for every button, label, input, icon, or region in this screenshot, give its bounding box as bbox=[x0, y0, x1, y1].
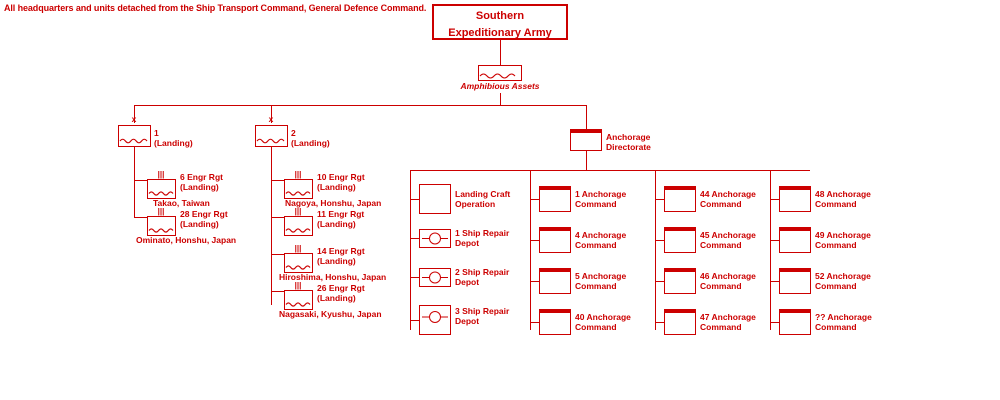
connector-anch1-3 bbox=[530, 281, 539, 282]
anchorage-40-symbol bbox=[539, 309, 571, 335]
anch1-0-line1: 1 Anchorage bbox=[575, 189, 627, 199]
anchorage-1-symbol bbox=[539, 186, 571, 212]
connector-anch3-2 bbox=[770, 240, 779, 241]
division-1-symbol bbox=[118, 125, 151, 147]
div2-unit4-symbol bbox=[284, 290, 313, 310]
connector-anch3-1 bbox=[770, 199, 779, 200]
root-title-line2: Expeditionary Army bbox=[448, 27, 552, 39]
div2-unit4-size-symbol: ||| bbox=[294, 281, 302, 290]
div1-unit1-type: (Landing) bbox=[180, 182, 219, 192]
division-1-size-symbol: x bbox=[131, 114, 137, 124]
division-2-symbol bbox=[255, 125, 288, 147]
bus-top-level bbox=[134, 105, 586, 106]
anch3-3-line1: ?? Anchorage bbox=[815, 312, 872, 322]
connector-anch1-1 bbox=[530, 199, 539, 200]
anch2-2-line2: Command bbox=[700, 281, 742, 291]
div2-unit1-type: (Landing) bbox=[317, 182, 356, 192]
div2-unit4-location: Nagasaki, Kyushu, Japan bbox=[279, 309, 382, 319]
div2-unit2-size-symbol: ||| bbox=[294, 207, 302, 216]
anchorage-unknown-symbol bbox=[779, 309, 811, 335]
division-2-type: (Landing) bbox=[291, 138, 330, 148]
bus-anchorage-columns bbox=[410, 170, 810, 171]
ops-0-line1: Landing Craft bbox=[455, 189, 511, 199]
anch1-3-line2: Command bbox=[575, 322, 617, 332]
div2-unit3-size-symbol: ||| bbox=[294, 244, 302, 253]
anch2-1-line1: 45 Anchorage bbox=[700, 230, 756, 240]
anch3-2-line1: 52 Anchorage bbox=[815, 271, 871, 281]
anch1-3-line1: 40 Anchorage bbox=[575, 312, 631, 322]
anch2-0-line2: Command bbox=[700, 199, 742, 209]
connector-division-2-stem bbox=[271, 147, 272, 305]
column-rail-operations bbox=[410, 170, 411, 330]
amphibious-assets-symbol bbox=[478, 65, 522, 81]
ops-1-line2: Depot bbox=[455, 238, 480, 248]
anchorage-46-symbol bbox=[664, 268, 696, 294]
anchorage-directorate-line2: Directorate bbox=[606, 142, 651, 152]
anch2-3-line1: 47 Anchorage bbox=[700, 312, 756, 322]
div1-unit2-location: Ominato, Honshu, Japan bbox=[136, 235, 237, 245]
connector-to-anchorage-directorate bbox=[586, 105, 587, 129]
anchorage-directorate-symbol bbox=[570, 129, 602, 151]
division-1-designation: 1 bbox=[154, 128, 159, 138]
anch2-2-line1: 46 Anchorage bbox=[700, 271, 756, 281]
anch1-1-line1: 4 Anchorage bbox=[575, 230, 627, 240]
anch3-2-line2: Command bbox=[815, 281, 857, 291]
division-1-type: (Landing) bbox=[154, 138, 193, 148]
anchorage-directorate-line1: Anchorage bbox=[606, 132, 651, 142]
anch1-0-line2: Command bbox=[575, 199, 617, 209]
anch3-1-line2: Command bbox=[815, 240, 857, 250]
div2-unit4-name: 26 Engr Rgt bbox=[317, 283, 365, 293]
div2-unit1-name: 10 Engr Rgt bbox=[317, 172, 365, 182]
connector-amphibious-down bbox=[500, 93, 501, 105]
div1-unit2-name: 28 Engr Rgt bbox=[180, 209, 228, 219]
ops-0-line2: Operation bbox=[455, 199, 496, 209]
connector-anch1-4 bbox=[530, 322, 539, 323]
anchorage-48-symbol bbox=[779, 186, 811, 212]
connector-div2-unit1 bbox=[271, 180, 284, 181]
connector-anch3-3 bbox=[770, 281, 779, 282]
division-2-designation: 2 bbox=[291, 128, 296, 138]
connector-anch2-3 bbox=[655, 281, 664, 282]
root-unit-box bbox=[432, 4, 568, 40]
ops-2-line1: 2 Ship Repair bbox=[455, 267, 510, 277]
anchorage-44-symbol bbox=[664, 186, 696, 212]
div2-unit2-name: 11 Engr Rgt bbox=[317, 209, 365, 219]
connector-directorate-down bbox=[586, 151, 587, 170]
div1-unit1-size-symbol: ||| bbox=[157, 170, 165, 179]
division-2-size-symbol: x bbox=[268, 114, 274, 124]
div1-unit2-symbol bbox=[147, 216, 176, 236]
div2-unit2-symbol bbox=[284, 216, 313, 236]
column-rail-anchorage-3 bbox=[770, 170, 771, 330]
div1-unit1-name: 6 Engr Rgt bbox=[180, 172, 223, 182]
div2-unit3-location: Hiroshima, Honshu, Japan bbox=[279, 272, 387, 282]
connector-ops-4 bbox=[410, 320, 419, 321]
anch2-0-line1: 44 Anchorage bbox=[700, 189, 756, 199]
div1-unit2-type: (Landing) bbox=[180, 219, 219, 229]
div2-unit3-type: (Landing) bbox=[317, 256, 356, 266]
div1-unit2-size-symbol: ||| bbox=[157, 207, 165, 216]
div2-unit3-symbol bbox=[284, 253, 313, 273]
div2-unit3-name: 14 Engr Rgt bbox=[317, 246, 365, 256]
anch1-2-line2: Command bbox=[575, 281, 617, 291]
div2-unit1-symbol bbox=[284, 179, 313, 199]
anch2-1-line2: Command bbox=[700, 240, 742, 250]
div2-unit1-size-symbol: ||| bbox=[294, 170, 302, 179]
div2-unit1-location: Nagoya, Honshu, Japan bbox=[285, 198, 382, 208]
connector-anch3-4 bbox=[770, 322, 779, 323]
ship-repair-depot-3-symbol bbox=[419, 305, 451, 335]
div2-unit2-type: (Landing) bbox=[317, 219, 356, 229]
ops-3-line2: Depot bbox=[455, 316, 480, 326]
column-rail-anchorage-2 bbox=[655, 170, 656, 330]
connector-ops-3 bbox=[410, 277, 419, 278]
anchorage-5-symbol bbox=[539, 268, 571, 294]
connector-anch2-4 bbox=[655, 322, 664, 323]
ops-1-line1: 1 Ship Repair bbox=[455, 228, 510, 238]
connector-div2-unit4 bbox=[271, 291, 284, 292]
div2-unit4-type: (Landing) bbox=[317, 293, 356, 303]
connector-anch2-2 bbox=[655, 240, 664, 241]
anchorage-47-symbol bbox=[664, 309, 696, 335]
connector-anch1-2 bbox=[530, 240, 539, 241]
root-title-line1: Southern bbox=[475, 10, 525, 22]
anch2-3-line2: Command bbox=[700, 322, 742, 332]
anchorage-4-symbol bbox=[539, 227, 571, 253]
ship-repair-depot-2-symbol bbox=[419, 268, 451, 287]
connector-div1-unit1 bbox=[134, 180, 147, 181]
anchorage-52-symbol bbox=[779, 268, 811, 294]
anch1-2-line1: 5 Anchorage bbox=[575, 271, 627, 281]
column-rail-anchorage-1 bbox=[530, 170, 531, 330]
ops-3-line1: 3 Ship Repair bbox=[455, 306, 510, 316]
connector-div2-unit3 bbox=[271, 254, 284, 255]
connector-root-to-amphibious bbox=[500, 40, 501, 65]
connector-ops-1 bbox=[410, 199, 419, 200]
connector-div1-unit2 bbox=[134, 217, 147, 218]
anchorage-49-symbol bbox=[779, 227, 811, 253]
div1-unit1-symbol bbox=[147, 179, 176, 199]
connector-anch2-1 bbox=[655, 199, 664, 200]
connector-div2-unit2 bbox=[271, 217, 284, 218]
ops-2-line2: Depot bbox=[455, 277, 480, 287]
anch3-1-line1: 49 Anchorage bbox=[815, 230, 871, 240]
anch3-0-line1: 48 Anchorage bbox=[815, 189, 871, 199]
anch1-1-line2: Command bbox=[575, 240, 617, 250]
landing-craft-operation-symbol bbox=[419, 184, 451, 214]
connector-division-1-stem bbox=[134, 147, 135, 217]
anch3-3-line2: Command bbox=[815, 322, 857, 332]
amphibious-assets-label: Amphibious Assets bbox=[460, 81, 540, 91]
div1-unit1-location: Takao, Taiwan bbox=[153, 198, 210, 208]
anchorage-45-symbol bbox=[664, 227, 696, 253]
ship-repair-depot-1-symbol bbox=[419, 229, 451, 248]
header-note: All headquarters and units detached from the Ship Transport Command, General Defence Command. bbox=[4, 3, 427, 13]
anch3-0-line2: Command bbox=[815, 199, 857, 209]
connector-ops-2 bbox=[410, 238, 419, 239]
